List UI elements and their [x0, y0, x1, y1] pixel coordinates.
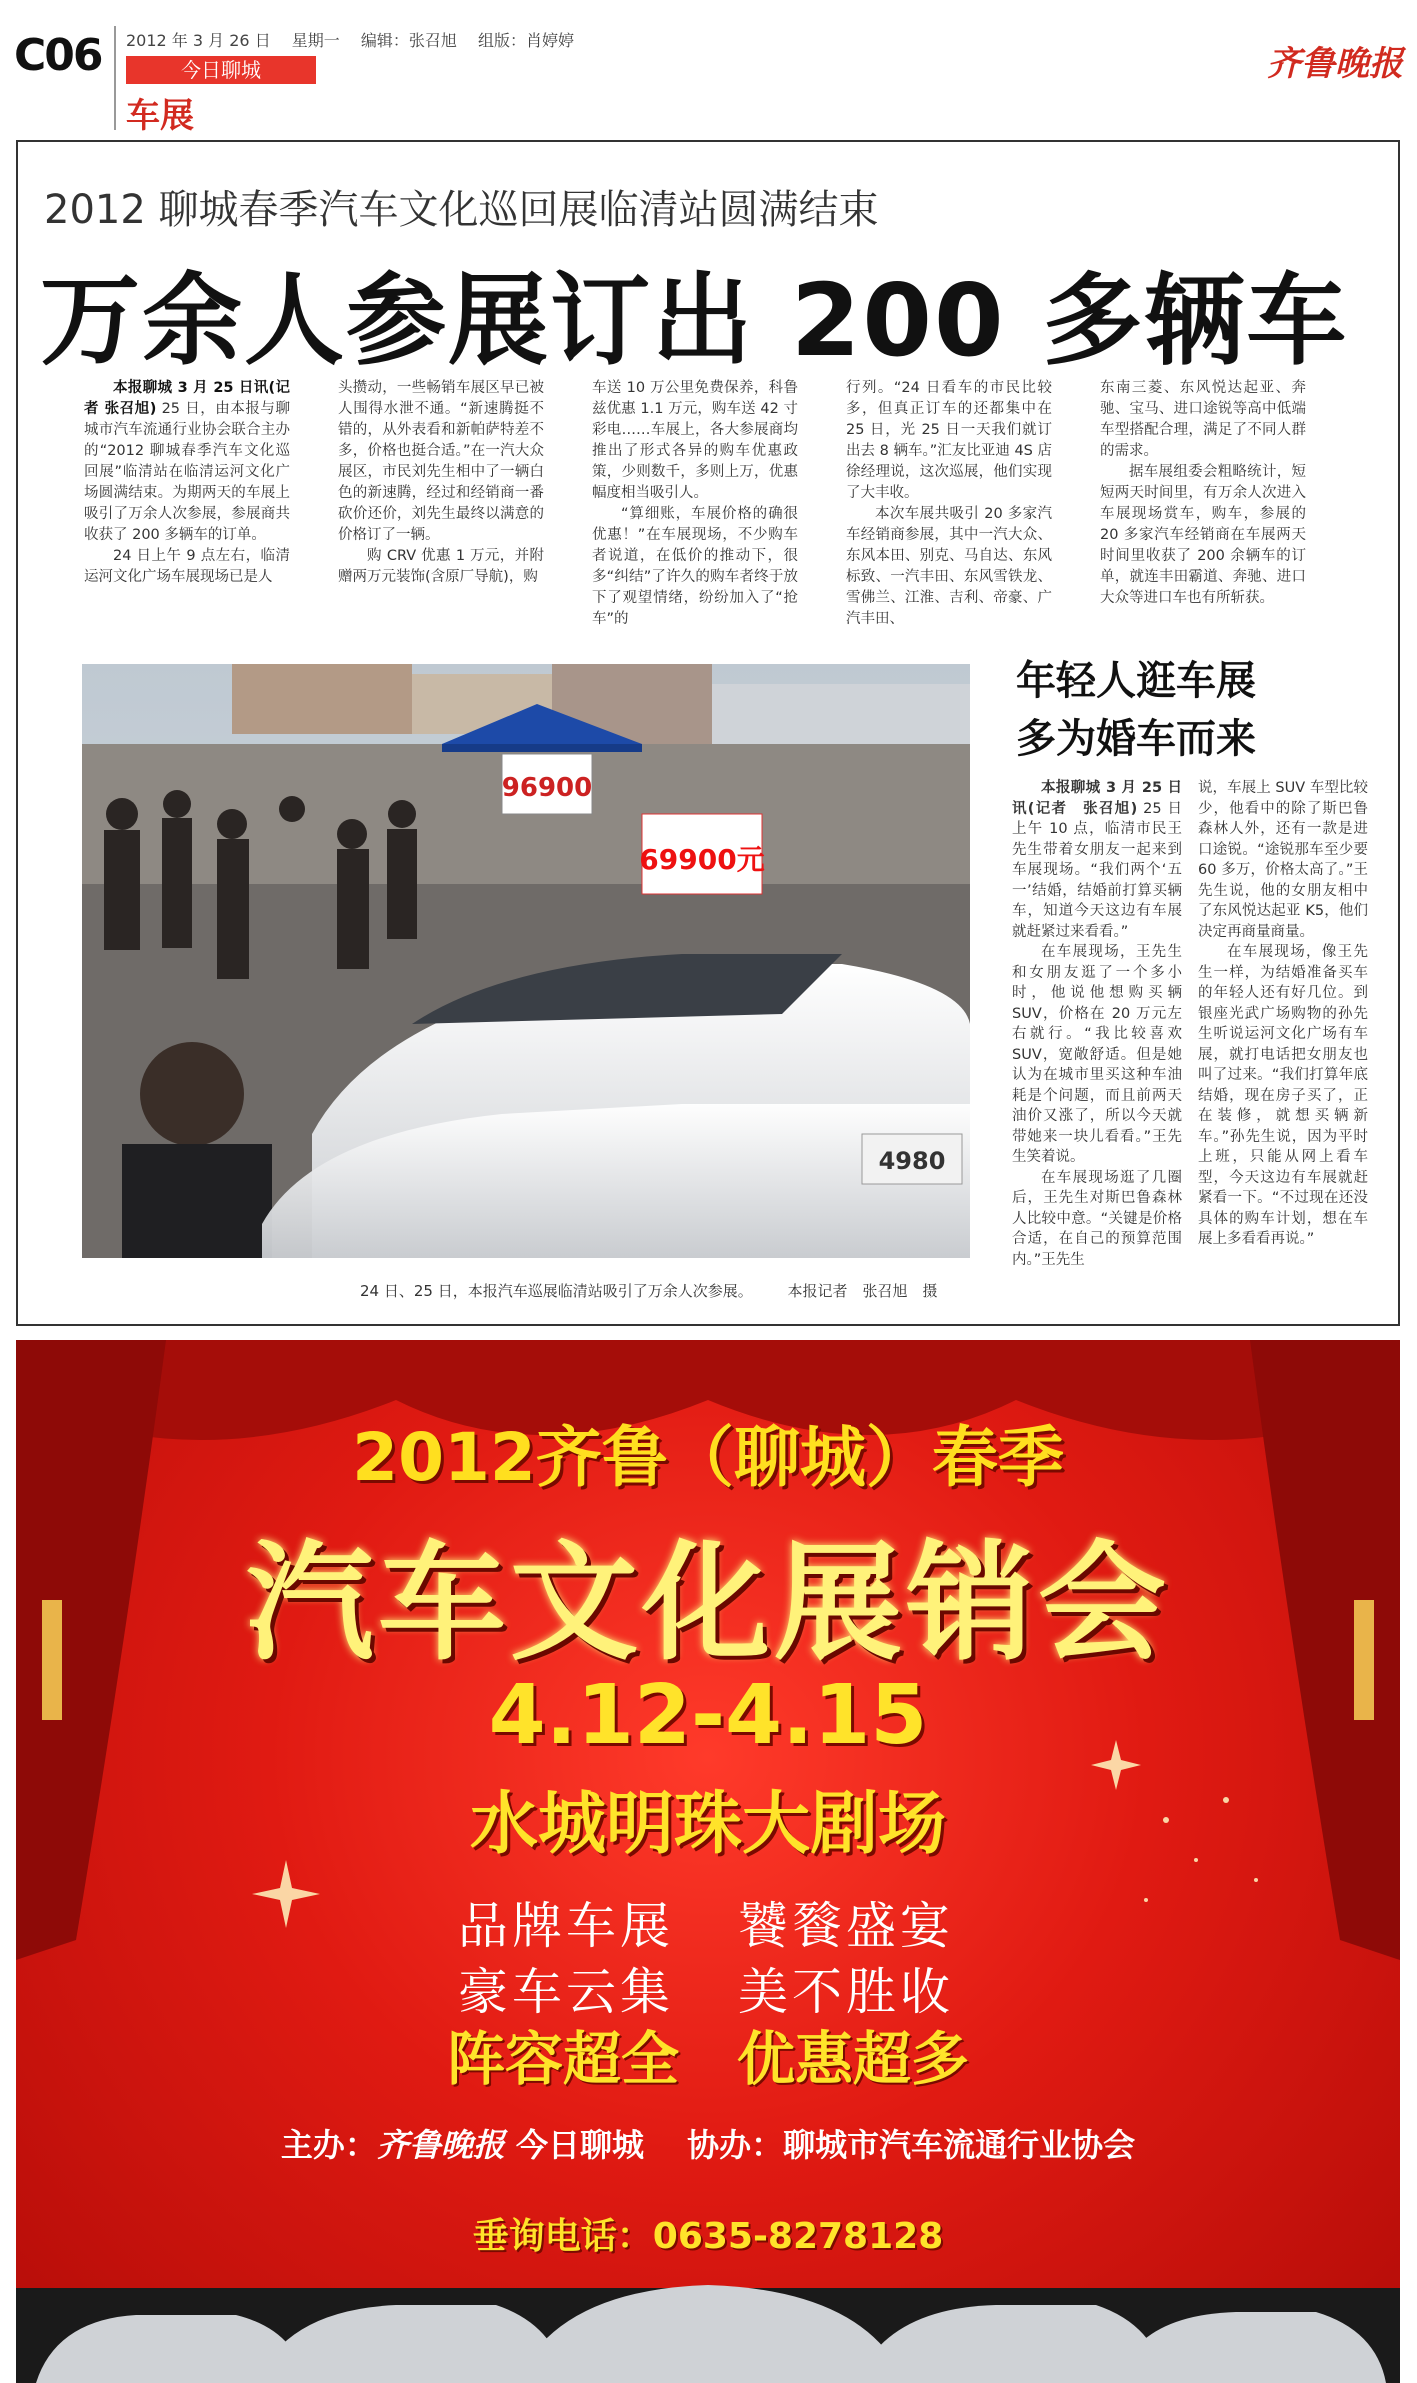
car-show-photo — [82, 664, 970, 1258]
co-organizer-name: 聊城市汽车流通行业协会 — [783, 2126, 1136, 2164]
ad-venue: 水城明珠大剧场 — [469, 1785, 946, 1864]
article-paragraph: 购 CRV 优惠 1 万元，并附赠两万元装饰(含原厂导航)，购 — [338, 548, 544, 585]
side-paragraph: 在车展现场逛了几圈后，王先生对斯巴鲁森林人比较中意。“关键是价格合适，在自己的预算范围内。”王先生 — [1012, 1169, 1182, 1268]
article-paragraph: 24 日上午 9 点左右，临清运河文化广场车展现场已是人 — [84, 548, 290, 585]
organizer-logo: 齐鲁晚报 — [376, 2126, 505, 2164]
article-paragraph: 行列。“24 日看车的市民比较多，但真正订车的还都集中在 25 日，光 25 日一天我们就订出去 8 辆车。”汇友比亚迪 4S 店徐经理说，这次巡展，他们实现了大丰收。 — [846, 380, 1052, 501]
side-story-title — [1016, 652, 1256, 768]
side-paragraph: 在车展现场，像王先生一样，为结婚准备买车的年轻人还有好几位。到银座光武广场购物的孙先生听说运河文化广场有车展，就打电话把女朋友也叫了过来。“我们打算年底结婚，现在房子买了，正在装修，就想买辆新车。”孙先生说，因为平时上班，只能从网上看车型，今天这边有车展就赶紧看一下。“不过现在还没具体的购车计划，想在车展上多看看再说。” — [1198, 944, 1368, 1247]
issue-date: 2012 年 3 月 26 日 — [126, 31, 271, 50]
header-meta — [126, 28, 590, 51]
issue-weekday: 星期一 — [291, 31, 340, 50]
article-column-4 — [846, 378, 1052, 630]
side-dateline: 本报聊城 3 月 25 日讯(记者 张召旭) — [1012, 780, 1182, 817]
article-column-1 — [84, 378, 290, 588]
ad-phone — [16, 2208, 1400, 2259]
ad-slogan-2: 饕餮盛宴 — [738, 1897, 954, 1955]
article-column-3 — [592, 378, 798, 630]
ad-dates: 4.12-4.15 — [488, 1668, 928, 1763]
car-expo-advertisement — [16, 1340, 1400, 2383]
ad-highlight: 阵容超全 优惠超多 — [446, 2025, 969, 2093]
ad-title: 汽车文化展销会 — [245, 1529, 1170, 1678]
header-divider — [114, 26, 116, 130]
co-organizer-label: 协办： — [687, 2126, 784, 2164]
article-text: 25 日，由本报与聊城市汽车流通行业协会联合主办的“2012 聊城春季汽车文化巡回展”临清站在临清运河文化广场圆满结束。为期两天的车展上吸引了万余人次参展，参展商共收获了 200 多辆车的订单。 — [84, 401, 290, 543]
side-paragraph: 说，车展上 SUV 车型比较少，他看中的除了斯巴鲁森林人外，还有一款是进口途锐。“途锐那车至少要 60 多万，价格太高了。”王先生说，他的女朋友相中了东风悦达起亚 K5，他们决定再商量商量。 — [1198, 780, 1368, 940]
editor-credit: 编辑：张召旭 — [360, 31, 457, 50]
side-column-2 — [1198, 778, 1368, 1250]
article-column-5 — [1100, 378, 1306, 609]
organizer-name: 今日聊城 — [515, 2126, 644, 2164]
photo-caption — [360, 1280, 968, 1301]
phone-label: 垂询电话： — [472, 2216, 653, 2257]
page-number: C06 — [14, 30, 102, 81]
article-column-2 — [338, 378, 544, 588]
ad-year-line: 2012齐鲁（聊城）春季 — [352, 1419, 1064, 1496]
article-paragraph: “算细账，车展价格的确很优惠！”在车展现场，不少购车者说道，在低价的推动下，很多“纠结”了许久的购车者终于放下了观望情绪，纷纷加入了“抢车”的 — [592, 506, 798, 627]
ad-slogan-1: 品牌车展 — [458, 1897, 674, 1955]
article-dateline: 本报聊城 3 月 25 日讯(记者 张召旭) — [84, 380, 290, 417]
section-name: 车展 — [126, 96, 194, 136]
organizer-label: 主办： — [280, 2126, 377, 2164]
newspaper-logo: 齐鲁晚报 — [1267, 44, 1403, 84]
layout-credit: 组版：肖婷婷 — [478, 31, 575, 50]
caption-text: 24 日、25 日，本报汽车巡展临清站吸引了万余人次参展。 — [360, 1282, 753, 1300]
side-column-1 — [1012, 778, 1182, 1270]
phone-number: 0635-8278128 — [652, 2216, 944, 2257]
price-sign-1: 96900 — [501, 773, 593, 803]
section-bar: 今日聊城 — [126, 56, 316, 84]
article-paragraph: 本次车展共吸引 20 多家汽车经销商参展，其中一汽大众、东风本田、别克、马自达、东风标致、一汽丰田、东风雪铁龙、雪佛兰、江淮、吉利、帝豪、广汽丰田、 — [846, 506, 1052, 627]
ad-slogan-3: 豪车云集 — [458, 1963, 674, 2021]
ad-organizers — [16, 2120, 1400, 2166]
photo-credit: 本报记者 张召旭 摄 — [787, 1282, 938, 1300]
side-title-line-2: 多为婚车而来 — [1016, 716, 1256, 762]
price-sign-2: 69900元 — [639, 843, 765, 876]
article-paragraph: 头攒动，一些畅销车展区早已被人围得水泄不通。“新速腾挺不错的，从外表看和新帕萨特差不多，价格也挺合适。”在一汽大众展区，市民刘先生相中了一辆白色的新速腾，经过和经销商一番砍价还价，刘先生最终以满意的价格订了一辆。 — [338, 380, 544, 543]
price-sign-3: 4980 — [878, 1147, 946, 1175]
ad-slogan-4: 美不胜收 — [738, 1963, 954, 2021]
article-paragraph: 东南三菱、东风悦达起亚、奔驰、宝马、进口途锐等高中低端车型搭配合理，满足了不同人群的需求。 — [1100, 380, 1306, 459]
article-paragraph: 车送 10 万公里免费保养，科鲁兹优惠 1.1 万元，购车送 42 寸彩电……车展上，各大参展商均推出了形式各异的购车优惠政策，少则数千，多则上万，优惠幅度相当吸引人。 — [592, 380, 798, 501]
side-text: 25 日上午 10 点，临清市民王先生带着女朋友一起来到车展现场。“我们两个‘五一’结婚，结婚前打算买辆车，知道今天这边有车展就赶紧过来看看。” — [1012, 800, 1183, 940]
side-paragraph: 在车展现场，王先生和女朋友逛了一个多小时，他说他想购买辆 SUV，价格在 20 万元左右就行。“我比较喜欢 SUV，宽敞舒适。但是她认为在城市里买这种车油耗是个问题，而且前两天油价又涨了，所以今天就带她来一块儿看看。”王先生笑着说。 — [1012, 944, 1182, 1165]
article-paragraph: 据车展组委会粗略统计，短短两天时间里，有万余人次进入车展现场赏车，购车，参展的 20 多家汽车经销商在车展两天时间里收获了 200 余辆车的订单，就连丰田霸道、奔驰、进口大众等进口车也有所斩获。 — [1100, 464, 1306, 606]
article-subheadline: 2012 聊城春季汽车文化巡回展临清站圆满结束 — [44, 187, 879, 233]
article-headline: 万余人参展订出 200 多辆车 — [40, 262, 1349, 379]
side-title-line-1: 年轻人逛车展 — [1016, 658, 1256, 704]
